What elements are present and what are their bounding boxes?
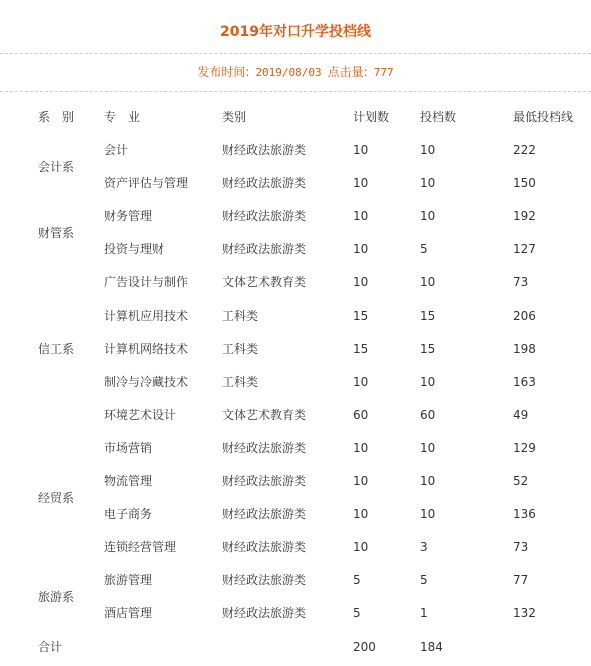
row-major: 酒店管理 [104,606,153,620]
row-plan: 5 [353,573,361,587]
department-label: 信工系 [38,342,75,356]
row-plan: 10 [353,507,369,521]
row-admitted: 10 [420,209,436,223]
row-plan: 10 [353,275,369,289]
row-major: 连锁经营管理 [104,540,177,554]
page-title: 2019年对口升学投档线 [220,24,371,40]
row-plan: 10 [353,474,369,488]
header-min-score-col: 最低投档线 [513,110,574,124]
row-admitted: 5 [420,242,428,256]
row-major: 制冷与冷藏技术 [104,375,189,389]
row-plan: 10 [353,375,369,389]
department-label: 旅游系 [38,590,75,604]
total-label: 合计 [38,640,63,654]
row-min-score: 129 [513,441,536,455]
row-min-score: 73 [513,540,529,554]
row-admitted: 10 [420,275,436,289]
row-major: 资产评估与管理 [104,176,189,190]
department-label: 经贸系 [38,491,75,505]
row-admitted: 10 [420,441,436,455]
row-plan: 10 [353,176,369,190]
row-major: 广告设计与制作 [104,275,189,289]
row-plan: 15 [353,309,369,323]
department-label: 财管系 [38,226,75,240]
row-admitted: 10 [420,143,436,157]
row-plan: 10 [353,441,369,455]
publish-label: 发布时间: [197,65,250,79]
row-major: 投资与理财 [104,242,165,256]
row-plan: 10 [353,143,369,157]
row-plan: 5 [353,606,361,620]
row-min-score: 136 [513,507,536,521]
row-admitted: 5 [420,573,428,587]
header-dept-col: 系 别 [38,110,75,124]
row-admitted: 10 [420,375,436,389]
row-major: 财务管理 [104,209,153,223]
row-admitted: 1 [420,606,428,620]
row-major: 会计 [104,143,129,157]
row-admitted: 3 [420,540,428,554]
publish-date: 2019/08/03 [255,66,322,79]
row-category: 文体艺术教育类 [222,275,307,289]
header-category-col: 类别 [222,110,247,124]
row-admitted: 10 [420,176,436,190]
total-admitted: 184 [420,640,443,654]
row-category: 财经政法旅游类 [222,507,307,521]
clicks-count: 777 [373,66,394,79]
row-category: 财经政法旅游类 [222,573,307,587]
row-category: 财经政法旅游类 [222,474,307,488]
row-min-score: 52 [513,474,529,488]
header-admitted-col: 投档数 [420,110,457,124]
row-major: 计算机网络技术 [104,342,189,356]
row-min-score: 77 [513,573,529,587]
row-admitted: 15 [420,309,436,323]
row-plan: 10 [353,540,369,554]
row-category: 财经政法旅游类 [222,209,307,223]
row-plan: 10 [353,209,369,223]
row-min-score: 49 [513,408,529,422]
row-category: 工科类 [222,309,259,323]
row-major: 电子商务 [104,507,153,521]
divider-top [0,53,591,54]
row-category: 工科类 [222,375,259,389]
row-category: 财经政法旅游类 [222,143,307,157]
row-major: 物流管理 [104,474,153,488]
row-category: 财经政法旅游类 [222,606,307,620]
row-category: 财经政法旅游类 [222,540,307,554]
row-plan: 60 [353,408,369,422]
header-plan-col: 计划数 [353,110,390,124]
clicks-label: 点击量: [327,65,368,79]
total-plan: 200 [353,640,376,654]
row-min-score: 222 [513,143,536,157]
row-category: 工科类 [222,342,259,356]
department-label: 会计系 [38,160,75,174]
row-min-score: 163 [513,375,536,389]
header-major-col: 专 业 [104,110,141,124]
row-plan: 15 [353,342,369,356]
row-admitted: 15 [420,342,436,356]
row-admitted: 60 [420,408,436,422]
row-category: 财经政法旅游类 [222,242,307,256]
row-min-score: 206 [513,309,536,323]
row-admitted: 10 [420,507,436,521]
row-major: 旅游管理 [104,573,153,587]
divider-bottom [0,91,591,92]
publish-meta [0,63,591,82]
row-min-score: 192 [513,209,536,223]
row-category: 财经政法旅游类 [222,441,307,455]
row-admitted: 10 [420,474,436,488]
row-major: 计算机应用技术 [104,309,189,323]
row-category: 财经政法旅游类 [222,176,307,190]
row-min-score: 132 [513,606,536,620]
row-min-score: 73 [513,275,529,289]
row-plan: 10 [353,242,369,256]
row-major: 市场营销 [104,441,153,455]
row-category: 文体艺术教育类 [222,408,307,422]
row-min-score: 127 [513,242,536,256]
row-min-score: 198 [513,342,536,356]
row-major: 环境艺术设计 [104,408,177,422]
row-min-score: 150 [513,176,536,190]
